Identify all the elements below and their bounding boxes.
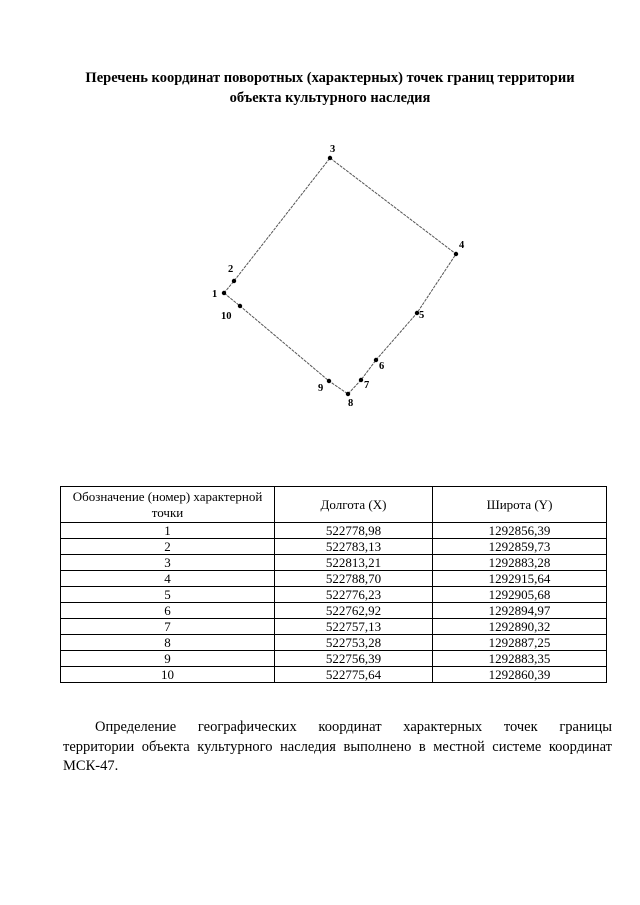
point-label-8: 8 bbox=[348, 398, 354, 409]
table-row bbox=[61, 523, 607, 539]
cell-y: 1292894,97 bbox=[433, 603, 607, 619]
column-header-longitude: Долгота (X) bbox=[275, 487, 433, 523]
table-row bbox=[61, 651, 607, 667]
cell-x: 522778,98 bbox=[275, 523, 433, 539]
table-row bbox=[61, 619, 607, 635]
cell-point: 3 bbox=[61, 555, 275, 571]
cell-y: 1292890,32 bbox=[433, 619, 607, 635]
table-row bbox=[61, 587, 607, 603]
cell-point: 8 bbox=[61, 635, 275, 651]
cell-point: 4 bbox=[61, 571, 275, 587]
boundary-points bbox=[222, 156, 458, 396]
column-header-latitude: Широта (Y) bbox=[433, 487, 607, 523]
note-first-line: Определение географических координат характерных точек границы bbox=[95, 719, 612, 735]
coordinates-table bbox=[60, 486, 607, 683]
point-label-7: 7 bbox=[364, 380, 370, 391]
cell-y: 1292859,73 bbox=[433, 539, 607, 555]
point-marker-2 bbox=[232, 279, 236, 283]
cell-y: 1292860,39 bbox=[433, 667, 607, 683]
point-marker-1 bbox=[222, 291, 226, 295]
cell-x: 522757,13 bbox=[275, 619, 433, 635]
point-marker-3 bbox=[328, 156, 332, 160]
point-marker-10 bbox=[238, 304, 242, 308]
column-header-point: Обозначение (номер) характерной точки bbox=[61, 487, 275, 523]
table-row bbox=[61, 555, 607, 571]
cell-x: 522813,21 bbox=[275, 555, 433, 571]
point-label-3: 3 bbox=[330, 144, 336, 155]
point-label-1: 1 bbox=[212, 289, 218, 300]
table-header-row bbox=[61, 487, 607, 523]
cell-point: 10 bbox=[61, 667, 275, 683]
cell-point: 7 bbox=[61, 619, 275, 635]
cell-point: 5 bbox=[61, 587, 275, 603]
cell-x: 522783,13 bbox=[275, 539, 433, 555]
point-marker-8 bbox=[346, 392, 350, 396]
title-line-1: Перечень координат поворотных (характерных) точек границ территории bbox=[85, 70, 575, 86]
point-marker-6 bbox=[374, 358, 378, 362]
point-marker-4 bbox=[454, 252, 458, 256]
point-label-10: 10 bbox=[221, 311, 232, 322]
cell-x: 522756,39 bbox=[275, 651, 433, 667]
cell-x: 522776,23 bbox=[275, 587, 433, 603]
cell-point: 1 bbox=[61, 523, 275, 539]
note-continuation: территории объекта культурного наследия выполнено в местной системе координат МСК-47. bbox=[63, 738, 612, 774]
cell-y: 1292905,68 bbox=[433, 587, 607, 603]
coordinate-system-note bbox=[63, 718, 612, 777]
title-line-2: объекта культурного наследия bbox=[229, 90, 431, 106]
cell-point: 2 bbox=[61, 539, 275, 555]
cell-y: 1292883,35 bbox=[433, 651, 607, 667]
table-row bbox=[61, 635, 607, 651]
table-row bbox=[61, 603, 607, 619]
cell-x: 522775,64 bbox=[275, 667, 433, 683]
cell-y: 1292883,28 bbox=[433, 555, 607, 571]
cell-y: 1292887,25 bbox=[433, 635, 607, 651]
cell-y: 1292856,39 bbox=[433, 523, 607, 539]
point-marker-9 bbox=[327, 379, 331, 383]
point-label-9: 9 bbox=[318, 383, 324, 394]
cell-point: 6 bbox=[61, 603, 275, 619]
point-label-6: 6 bbox=[379, 361, 385, 372]
cell-point: 9 bbox=[61, 651, 275, 667]
cell-y: 1292915,64 bbox=[433, 571, 607, 587]
cell-x: 522753,28 bbox=[275, 635, 433, 651]
point-label-4: 4 bbox=[459, 240, 465, 251]
point-label-2: 2 bbox=[228, 264, 234, 275]
table-row bbox=[61, 539, 607, 555]
boundary-polygon bbox=[224, 158, 456, 394]
table-row bbox=[61, 571, 607, 587]
cell-x: 522762,92 bbox=[275, 603, 433, 619]
cell-x: 522788,70 bbox=[275, 571, 433, 587]
table-row bbox=[61, 667, 607, 683]
point-label-5: 5 bbox=[419, 310, 425, 321]
point-labels bbox=[212, 144, 465, 409]
point-marker-7 bbox=[359, 378, 363, 382]
